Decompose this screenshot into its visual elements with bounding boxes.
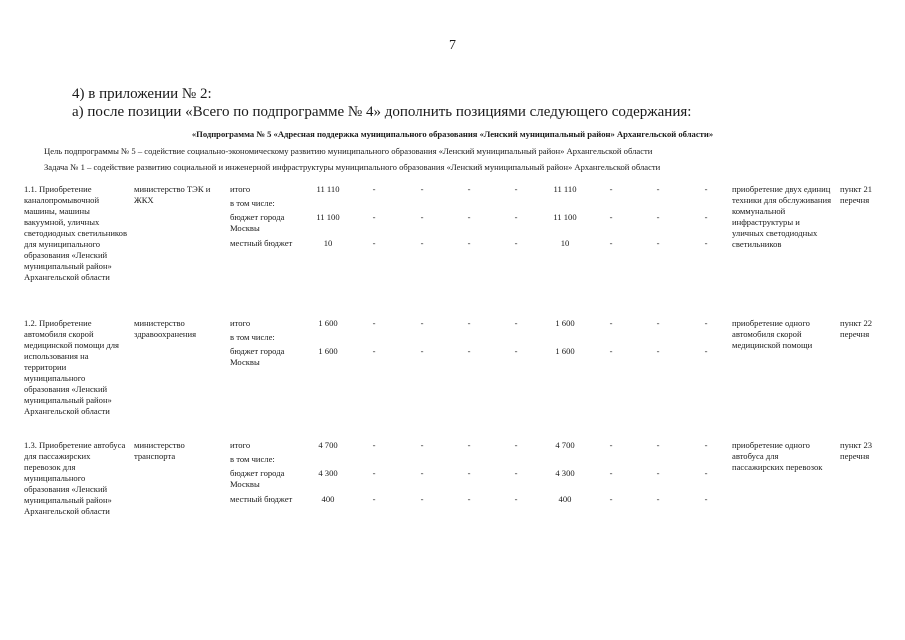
funding-source: в том числе:	[230, 332, 275, 342]
funding-total: 400	[321, 494, 335, 504]
year-value: -	[467, 494, 471, 504]
funding-total: 11 110	[316, 184, 340, 194]
measure-reference: пункт 22 перечня	[840, 318, 873, 339]
year-value: -	[514, 494, 518, 504]
year-value: -	[467, 318, 471, 328]
year-value: -	[420, 212, 424, 222]
year-value: -	[514, 346, 518, 356]
year-value: -	[609, 440, 613, 450]
financing-line	[0, 184, 905, 195]
year-value: -	[704, 184, 708, 194]
year-value: -	[609, 346, 613, 356]
financing-line	[0, 238, 905, 249]
year-value: -	[372, 346, 376, 356]
year-value: -	[420, 184, 424, 194]
subprogram-task: Задача № 1 – содействие развитию социальной и инженерной инфраструктуры муниципального образования «Ленский муниципальный район» Архангельской области	[44, 162, 661, 172]
funding-total: 4 700	[318, 440, 338, 450]
year-amount: 1 600	[555, 318, 575, 328]
year-value: -	[656, 184, 660, 194]
year-value: -	[609, 494, 613, 504]
year-value: -	[656, 318, 660, 328]
measure-executor: министерство транспорта	[134, 440, 185, 461]
year-value: -	[372, 238, 376, 248]
funding-source: местный бюджет	[230, 238, 293, 248]
measure-reference: пункт 23 перечня	[840, 440, 873, 461]
financing-line	[0, 494, 905, 505]
financing-line	[0, 212, 905, 233]
financing-line	[0, 454, 905, 465]
year-value: -	[704, 318, 708, 328]
year-value: -	[514, 318, 518, 328]
measure-result: приобретение двух единиц техники для обслуживания коммунальной инфраструктуры и уличных светодиодных светильников	[732, 184, 832, 249]
year-value: -	[514, 468, 518, 478]
year-value: -	[609, 318, 613, 328]
year-value: -	[467, 184, 471, 194]
measure-result: приобретение одного автобуса для пассажирских перевозок	[732, 440, 823, 472]
year-amount: 11 110	[553, 184, 577, 194]
measure-name: 1.2. Приобретение автомобиля скорой медицинской помощи для использования на территории муниципального образования «Ленский муниципальный район» Архангельской области	[24, 318, 119, 416]
year-value: -	[372, 184, 376, 194]
year-amount: 400	[558, 494, 572, 504]
funding-source: бюджет города Москвы	[230, 212, 285, 233]
year-value: -	[704, 212, 708, 222]
year-value: -	[514, 212, 518, 222]
year-amount: 4 700	[555, 440, 575, 450]
measure-executor: министерство ТЭК и ЖКХ	[134, 184, 211, 205]
year-value: -	[372, 494, 376, 504]
financing-line	[0, 468, 905, 489]
funding-source: в том числе:	[230, 454, 275, 464]
funding-source: бюджет города Москвы	[230, 468, 285, 489]
year-value: -	[609, 212, 613, 222]
measure-executor: министерство здравоохранения	[134, 318, 197, 339]
year-value: -	[420, 468, 424, 478]
year-value: -	[420, 494, 424, 504]
funding-source: итого	[230, 440, 251, 450]
year-value: -	[372, 212, 376, 222]
year-amount: 4 300	[555, 468, 575, 478]
subprogram-title: «Подпрограмма № 5 «Адресная поддержка муниципального образования «Ленский муниципальный район» Архангельской области»	[191, 129, 714, 139]
funding-source: итого	[230, 184, 251, 194]
year-amount: 11 100	[553, 212, 577, 222]
financing-line	[0, 440, 905, 451]
year-value: -	[656, 212, 660, 222]
measure-name: 1.3. Приобретение автобуса для пассажирских перевозок для муниципального образования «Ленский муниципальный район» Архангельской области	[24, 440, 126, 516]
year-value: -	[467, 238, 471, 248]
year-value: -	[420, 440, 424, 450]
year-value: -	[704, 494, 708, 504]
funding-total: 4 300	[318, 468, 338, 478]
year-amount: 1 600	[555, 346, 575, 356]
funding-total: 11 100	[316, 212, 340, 222]
year-value: -	[514, 440, 518, 450]
funding-total: 10	[323, 238, 333, 248]
page-number: 7	[449, 38, 456, 53]
year-value: -	[656, 468, 660, 478]
funding-source: бюджет города Москвы	[230, 346, 285, 367]
funding-total: 1 600	[318, 346, 338, 356]
year-value: -	[704, 440, 708, 450]
year-value: -	[467, 212, 471, 222]
year-value: -	[514, 184, 518, 194]
year-value: -	[467, 440, 471, 450]
year-value: -	[372, 318, 376, 328]
year-value: -	[656, 440, 660, 450]
funding-source: в том числе:	[230, 198, 275, 208]
year-value: -	[656, 494, 660, 504]
funding-source: местный бюджет	[230, 494, 293, 504]
funding-source: итого	[230, 318, 251, 328]
year-value: -	[609, 468, 613, 478]
year-value: -	[609, 184, 613, 194]
year-value: -	[372, 440, 376, 450]
year-value: -	[609, 238, 613, 248]
intro-heading: 4) в приложении № 2:	[72, 86, 212, 102]
subprogram-goal: Цель подпрограммы № 5 – содействие социально-экономическому развитию муниципального образования «Ленский муниципальный район» Архангельской области	[44, 146, 653, 156]
financing-line	[0, 198, 905, 209]
funding-total: 1 600	[318, 318, 338, 328]
year-value: -	[372, 468, 376, 478]
year-value: -	[656, 346, 660, 356]
intro-instruction: а) после позиции «Всего по подпрограмме № 4» дополнить позициями следующего содержания:	[72, 104, 692, 120]
year-value: -	[656, 238, 660, 248]
financing-line	[0, 332, 905, 343]
measure-reference: пункт 21 перечня	[840, 184, 873, 205]
measure-name: 1.1. Приобретение каналопромывочной машины, машины вакуумной, уличных светодиодных светильников для муниципального образования «Ленский муниципальный район» Архангельской области	[24, 184, 128, 282]
financing-line	[0, 318, 905, 329]
year-value: -	[467, 468, 471, 478]
measure-result: приобретение одного автомобиля скорой медицинской помощи	[732, 318, 813, 350]
year-value: -	[514, 238, 518, 248]
year-value: -	[420, 238, 424, 248]
year-value: -	[704, 238, 708, 248]
year-value: -	[420, 346, 424, 356]
year-value: -	[704, 346, 708, 356]
year-value: -	[467, 346, 471, 356]
year-amount: 10	[560, 238, 570, 248]
year-value: -	[420, 318, 424, 328]
year-value: -	[704, 468, 708, 478]
financing-line	[0, 346, 905, 367]
